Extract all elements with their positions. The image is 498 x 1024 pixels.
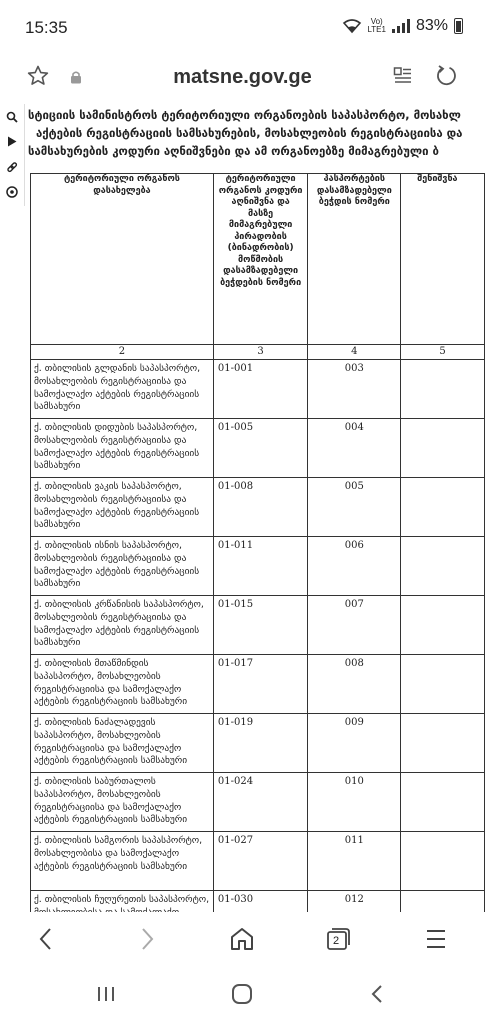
- column-number: 3: [213, 345, 308, 360]
- note-cell: [401, 832, 485, 891]
- note-cell: [401, 714, 485, 773]
- play-icon: [7, 136, 17, 147]
- web-page-content: [0, 104, 485, 912]
- office-name-cell: ქ. თბილისის გლდანის საპასპორტო, მოსახლეობის რეგისტრაციისა და სამოქალაქო აქტების რეგისტრაციის სამსახური: [31, 360, 214, 419]
- note-cell: [401, 419, 485, 478]
- note-cell: [401, 478, 485, 537]
- table-row: [31, 773, 485, 832]
- column-number: 5: [401, 345, 485, 360]
- search-tool[interactable]: [0, 104, 24, 129]
- column-number: 4: [308, 345, 401, 360]
- office-code-cell: 01-005: [213, 419, 308, 478]
- offices-table: [30, 173, 485, 950]
- office-code-cell: 01-015: [213, 596, 308, 655]
- tabs-button[interactable]: [326, 926, 350, 952]
- header-passport-stamp: პასპორტების დასამზადებელი ბეჭდის ნომერი: [308, 174, 401, 345]
- system-back-icon[interactable]: [369, 982, 385, 1006]
- link-tool[interactable]: [0, 154, 24, 179]
- office-name-cell: ქ. თბილისის ჩუღურეთის საპასპორტო,: [31, 891, 214, 950]
- link-icon: [6, 161, 18, 173]
- heading-line-3: სამსახურების კოდური აღნიშვნები და ამ ორგანოებზე მიმაგრებული ბ: [28, 144, 439, 158]
- table-row: [31, 596, 485, 655]
- office-code-cell: 01-001: [213, 360, 308, 419]
- header-office-code: ტერიტორიული ორგანოს კოდური აღნიშვნა და მასზე მიმაგრებული პირადობის (ბინადრობის) მოწმობის დასამზადებელი ბეჭდების ნომერი: [213, 174, 308, 345]
- office-code-cell: 01-027: [213, 832, 308, 891]
- office-name-cell: ქ. თბილისის ისნის საპასპორტო, მოსახლეობის რეგისტრაციისა და სამოქალაქო აქტების რეგისტრაციის სამსახური: [31, 537, 214, 596]
- battery-percent: 83%: [415, 17, 448, 34]
- stamp-number-cell: 011: [308, 832, 401, 891]
- office-name-cell: ქ. თბილისის სამგორის საპასპორტო, მოსახლეობისა და სამოქალაქო აქტების რეგისტრაციის სამსახური: [31, 832, 214, 891]
- page-side-toolbar: [0, 104, 25, 206]
- wifi-icon: [343, 19, 361, 33]
- url-text[interactable]: matsne.gov.ge: [173, 66, 312, 88]
- reload-icon[interactable]: [434, 64, 458, 88]
- office-name-cell: ქ. თბილისის ნაძალადევის საპასპორტო, მოსახლეობის რეგისტრაციისა და სამოქალაქო აქტების რეგისტრაციის სამსახური: [31, 714, 214, 773]
- table-row: [31, 478, 485, 537]
- note-cell: [401, 773, 485, 832]
- status-icons: [343, 17, 463, 35]
- system-navigation-bar: [0, 970, 485, 1024]
- system-home-icon[interactable]: [231, 982, 253, 1006]
- column-number: 2: [31, 345, 214, 360]
- table-row: [31, 419, 485, 478]
- column-number-row: [31, 345, 485, 360]
- browser-bottom-toolbar: [0, 912, 485, 970]
- heading-line-1: სტიციის სამინისტროს ტერიტორიული ორგანოების საპასპორტო, მოსახლ: [28, 108, 461, 122]
- reader-mode-icon[interactable]: [393, 66, 413, 86]
- recent-apps-icon[interactable]: [96, 982, 116, 1006]
- play-tool[interactable]: [0, 129, 24, 154]
- table-header-row: [31, 174, 485, 345]
- lte-indicator: Vo) LTE1: [367, 17, 386, 34]
- stamp-number-cell: 007: [308, 596, 401, 655]
- table-row: [31, 714, 485, 773]
- address-bar: [0, 56, 485, 100]
- forward-arrow-icon[interactable]: [137, 926, 157, 952]
- info-tool[interactable]: [0, 179, 24, 204]
- office-code-cell: 01-024: [213, 773, 308, 832]
- office-code-cell: 01-008: [213, 478, 308, 537]
- note-cell: [401, 360, 485, 419]
- office-name-cell: ქ. თბილისის ვაკის საპასპორტო, მოსახლეობის რეგისტრაციისა და სამოქალაქო აქტების რეგისტრაციის სამსახური: [31, 478, 214, 537]
- status-bar: [0, 0, 485, 56]
- tab-count: 2: [332, 935, 340, 947]
- info-circle-icon: [6, 186, 18, 198]
- table-row: [31, 655, 485, 714]
- note-cell: [401, 537, 485, 596]
- table-row: [31, 537, 485, 596]
- back-arrow-icon[interactable]: [36, 926, 56, 952]
- stamp-number-cell: 005: [308, 478, 401, 537]
- office-name-cell: ქ. თბილისის კრწანისის საპასპორტო, მოსახლეობის რეგისტრაციისა და სამოქალაქო აქტების რეგისტრაციის სამსახური: [31, 596, 214, 655]
- heading-line-2: აქტების რეგისტრაციის სამსახურების, მოსახლეობის რეგისტრაციისა და: [36, 126, 463, 140]
- office-name-cell: ქ. თბილისის მთაწმინდის საპასპორტო, მოსახლეობის რეგისტრაციისა და სამოქალაქო აქტების რეგისტრაციის სამსახური: [31, 655, 214, 714]
- document-heading: [28, 106, 498, 160]
- signal-icon: [392, 19, 410, 33]
- stamp-number-cell: 010: [308, 773, 401, 832]
- battery-icon: [454, 18, 463, 34]
- stamp-number-cell: 006: [308, 537, 401, 596]
- office-code-cell: 01-030: [213, 891, 308, 950]
- table-row: [31, 360, 485, 419]
- note-cell: [401, 596, 485, 655]
- note-cell: [401, 655, 485, 714]
- office-name-cell: ქ. თბილისის საბურთალოს საპასპორტო, მოსახლეობის რეგისტრაციისა და სამოქალაქო აქტების რეგისტრაციის სამსახური: [31, 773, 214, 832]
- home-icon[interactable]: [229, 926, 255, 952]
- table-row: [31, 832, 485, 891]
- office-code-cell: 01-011: [213, 537, 308, 596]
- office-code-cell: 01-019: [213, 714, 308, 773]
- stamp-number-cell: 004: [308, 419, 401, 478]
- search-icon: [6, 111, 18, 123]
- menu-icon[interactable]: [425, 926, 447, 952]
- stamp-number-cell: 008: [308, 655, 401, 714]
- status-time: 15:35: [25, 18, 68, 37]
- office-code-cell: 01-017: [213, 655, 308, 714]
- stamp-number-cell: 012: [308, 891, 401, 950]
- header-office-name: ტერიტორიული ორგანოს დასახელება: [31, 174, 214, 345]
- stamp-number-cell: 009: [308, 714, 401, 773]
- stamp-number-cell: 003: [308, 360, 401, 419]
- header-note: შენიშვნა: [401, 174, 485, 345]
- office-name-cell: ქ. თბილისის დიდუბის საპასპორტო, მოსახლეობის რეგისტრაციისა და სამოქალაქო აქტების რეგისტრაციის სამსახური: [31, 419, 214, 478]
